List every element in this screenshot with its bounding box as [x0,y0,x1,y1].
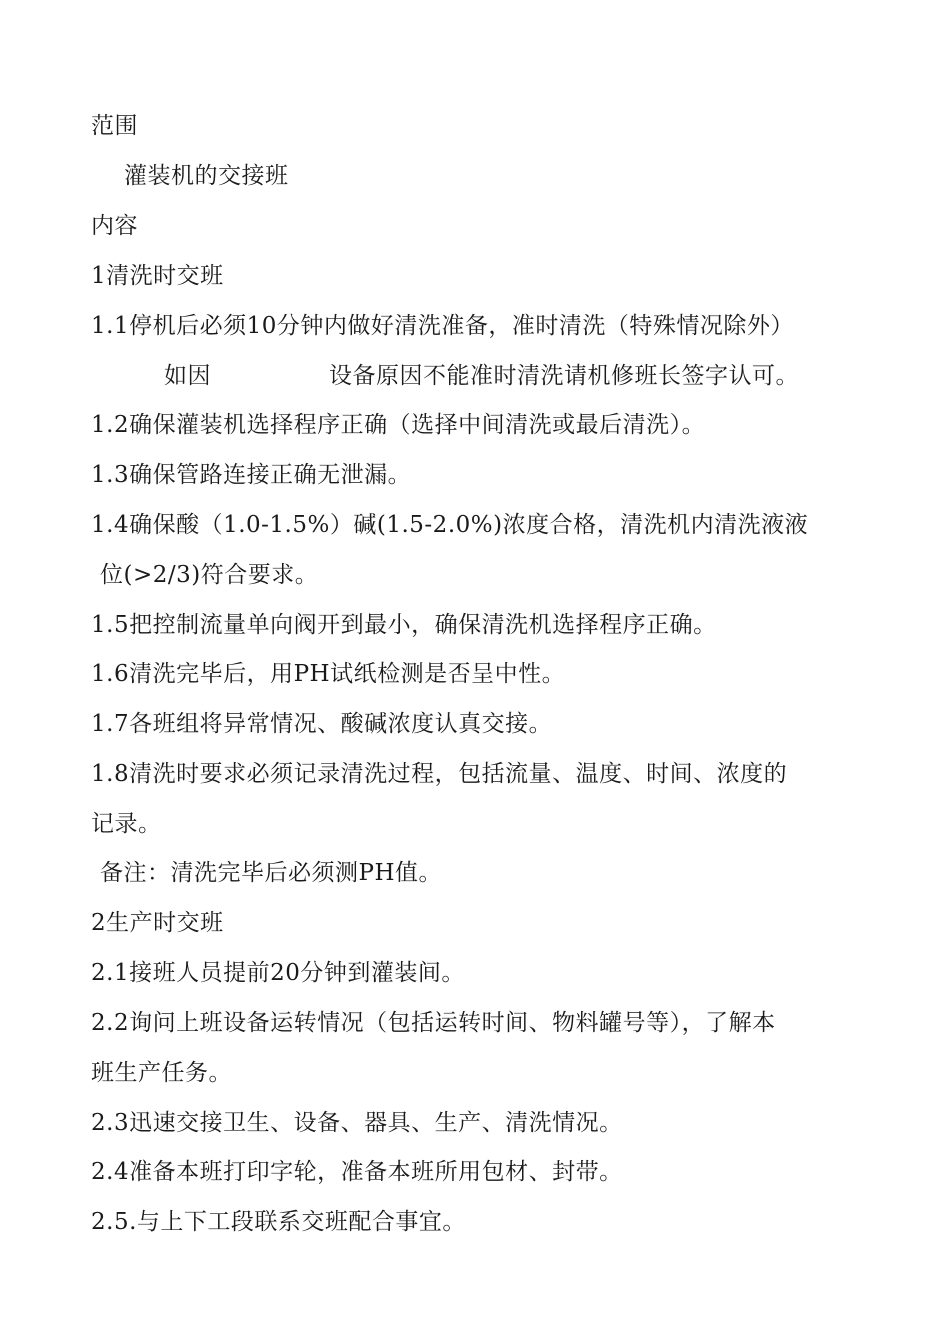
item-2-3: 2.3迅速交接卫生、设备、器具、生产、清洗情况。 [91,1110,623,1136]
item-1-5: 1.5把控制流量单向阀开到最小，确保清洗机选择程序正确。 [91,612,717,638]
item-2-1: 2.1接班人员提前20分钟到灌装间。 [91,960,465,986]
item-2-2-continuation: 班生产任务。 [91,1060,232,1086]
item-1-2: 1.2确保灌装机选择程序正确（选择中间清洗或最后清洗）。 [91,412,706,438]
item-1-1: 1.1停机后必须10分钟内做好清洗准备，准时清洗（特殊情况除外） [91,313,794,339]
item-1-1-continuation [164,361,799,391]
item-2-2: 2.2询问上班设备运转情况（包括运转时间、物料罐号等），了解本 [91,1010,776,1036]
item-2-5: 2.5.与上下工段联系交班配合事宜。 [91,1209,466,1235]
scope-text: 灌装机的交接班 [124,163,289,189]
item-1-4: 1.4确保酸（1.0-1.5%）碱(1.5-2.0%)浓度合格，清洗机内清洗液液 [91,512,809,538]
item-1-8: 1.8清洗时要求必须记录清洗过程，包括流量、温度、时间、浓度的 [91,761,788,787]
item-1-6: 1.6清洗完毕后，用PH试纸检测是否呈中性。 [91,661,566,687]
item-1-7: 1.7各班组将异常情况、酸碱浓度认真交接。 [91,711,553,737]
item-1-4-continuation: 位(>2/3)符合要求。 [100,562,319,588]
item-1-8-continuation: 记录。 [91,811,162,837]
subsection-heading-cleaning: 1清洗时交班 [91,263,224,289]
item-1-1-cont-part1: 如因 [164,363,211,389]
item-2-4: 2.4准备本班打印字轮，准备本班所用包材、封带。 [91,1159,623,1185]
subsection-heading-production: 2生产时交班 [91,910,224,936]
item-1-1-cont-part2: 设备原因不能准时清洗请机修班长签字认可。 [329,363,799,389]
section-heading-scope: 范围 [91,113,138,139]
item-1-3: 1.3确保管路连接正确无泄漏。 [91,462,412,488]
section-heading-content: 内容 [91,213,138,239]
note: 备注：清洗完毕后必须测PH值。 [100,860,443,886]
